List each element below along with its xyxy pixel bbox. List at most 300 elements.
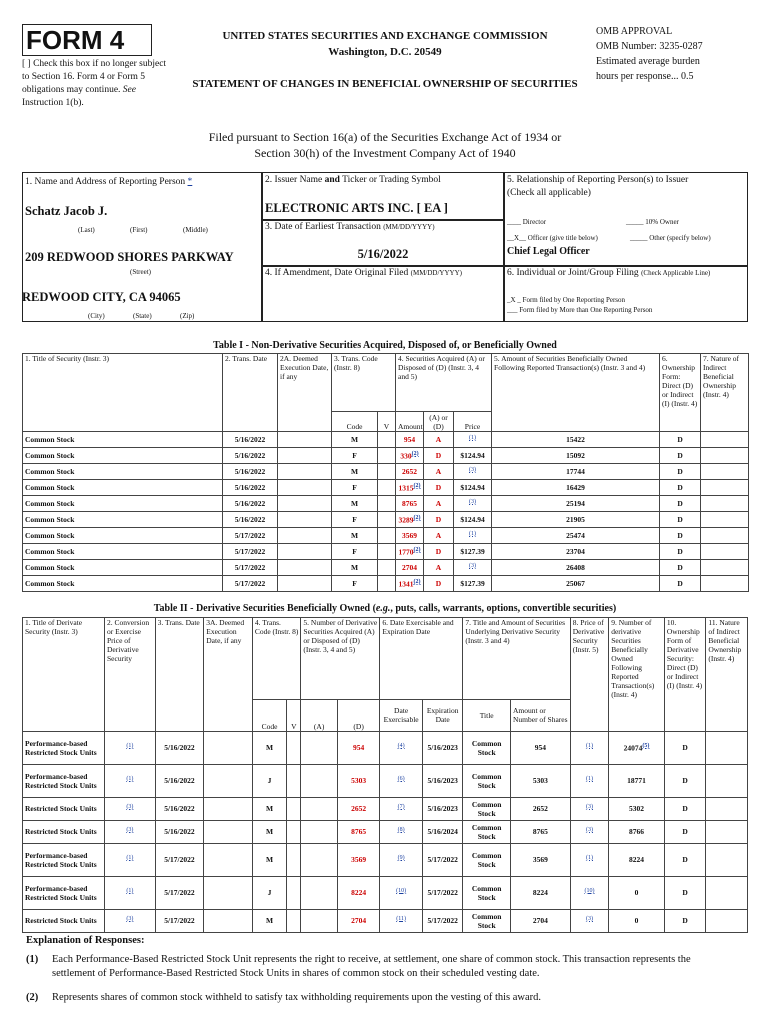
t2-sub-empty-6	[609, 699, 665, 731]
amount-cell	[396, 544, 424, 560]
transaction-code: J	[252, 876, 286, 909]
acquired-disposed: A	[424, 432, 454, 448]
number-owned	[609, 909, 665, 932]
transaction-code: M	[252, 797, 286, 820]
acquired-a	[301, 797, 337, 820]
amount-owned: 25474	[492, 528, 660, 544]
footnote-link[interactable]: (1)	[585, 742, 593, 749]
derivative-price	[570, 876, 608, 909]
price-cell: $124.94	[454, 512, 492, 528]
footnote-link[interactable]: (10)	[396, 887, 407, 894]
t1-header-deemed-date: 2A. Deemed Execution Date, if any	[278, 354, 332, 412]
transaction-code: F	[332, 544, 378, 560]
ownership-form: D	[664, 797, 706, 820]
omb-approval: OMB APPROVAL	[596, 26, 673, 37]
amount-cell	[396, 528, 424, 544]
amount-value: 1770	[398, 547, 414, 557]
underlying-title: Common Stock	[463, 876, 511, 909]
street-label: (Street)	[130, 268, 151, 276]
t1-sub-empty-5	[660, 412, 701, 432]
box-6-label: 6. Individual or Joint/Group Filing (Check Applicable Line)	[507, 268, 711, 278]
security-title: Common Stock	[23, 576, 223, 592]
table-2-title: Table II - Derivative Securities Beneficially Owned (e.g., puts, calls, warrants, options, convertible securities)	[153, 603, 617, 614]
price-cell: $124.94	[454, 480, 492, 496]
expiration-date: 5/16/2023	[422, 764, 463, 797]
date-exercisable	[380, 909, 423, 932]
t2-sub-empty-5	[570, 699, 608, 731]
footnote-link[interactable]: (6)	[397, 775, 405, 782]
table-row	[23, 820, 748, 843]
footnote-link[interactable]: (2)	[411, 450, 419, 457]
owned-value: 24074	[623, 743, 643, 753]
date-exercisable	[380, 764, 423, 797]
statement-title: STATEMENT OF CHANGES IN BENEFICIAL OWNERSHIP OF SECURITIES	[192, 78, 578, 90]
note-number: (2)	[26, 992, 39, 1003]
ownership-form: D	[660, 560, 701, 576]
t1-header-amount-owned: 5. Amount of Securities Beneficially Owned Following Reported Transaction(s) (Instr. 3 and 4)	[492, 354, 660, 412]
t1-sub-a-or-d: (A) or (D)	[424, 412, 454, 432]
deemed-date	[204, 843, 253, 876]
table-1-grid	[22, 353, 749, 592]
t1-sub-amount: Amount	[396, 412, 424, 432]
derivative-title: Performance-based Restricted Stock Units	[23, 764, 105, 797]
table-row	[23, 528, 749, 544]
deemed-date	[204, 820, 253, 843]
disposed-d: 2652	[337, 797, 380, 820]
table-row	[23, 797, 748, 820]
transaction-code: F	[332, 448, 378, 464]
conversion-price	[105, 797, 156, 820]
conversion-price	[105, 764, 156, 797]
t2-sub-code: Code	[252, 699, 286, 731]
acquired-a	[301, 820, 337, 843]
price-cell	[454, 464, 492, 480]
v-cell	[378, 432, 396, 448]
v-cell	[378, 560, 396, 576]
deemed-date	[204, 764, 253, 797]
street-address: 209 REDWOOD SHORES PARKWAY	[25, 250, 234, 264]
price-cell	[454, 528, 492, 544]
transaction-date: 5/16/2022	[223, 448, 278, 464]
transaction-date: 5/16/2022	[223, 432, 278, 448]
box-1-label: 1. Name and Address of Reporting Person *	[25, 177, 193, 187]
footnote-link[interactable]: (3)	[585, 803, 593, 810]
table-row	[23, 576, 749, 592]
transaction-date: 5/17/2022	[223, 544, 278, 560]
derivative-title: Performance-based Restricted Stock Units	[23, 843, 105, 876]
nature-indirect	[706, 876, 748, 909]
t1-sub-price: Price	[454, 412, 492, 432]
t2-sub-empty-3	[155, 699, 204, 731]
amount-owned: 25194	[492, 496, 660, 512]
nature-indirect	[701, 480, 749, 496]
amount-value: 1341	[398, 579, 414, 589]
date-exercisable	[380, 843, 423, 876]
transaction-code: F	[332, 576, 378, 592]
derivative-price	[570, 764, 608, 797]
table-row	[23, 496, 749, 512]
deemed-date	[278, 576, 332, 592]
security-title: Common Stock	[23, 464, 223, 480]
v-cell	[378, 544, 396, 560]
transaction-date: 5/16/2022	[155, 731, 204, 764]
derivative-title: Restricted Stock Units	[23, 797, 105, 820]
transaction-code: F	[332, 480, 378, 496]
deemed-date	[204, 909, 253, 932]
footnote-link[interactable]: (1)	[126, 854, 134, 861]
amount-cell	[396, 560, 424, 576]
footnote-link[interactable]: (3)	[126, 803, 134, 810]
transaction-code: M	[332, 496, 378, 512]
acquired-a	[301, 909, 337, 932]
table-row	[23, 512, 749, 528]
t1-sub-empty-4	[492, 412, 660, 432]
acquired-a	[301, 876, 337, 909]
amount-value: 2652	[402, 467, 417, 476]
transaction-date: 5/16/2022	[155, 797, 204, 820]
footnote-link[interactable]: (4)	[397, 742, 405, 749]
security-title: Common Stock	[23, 448, 223, 464]
owned-value: 0	[634, 916, 639, 925]
underlying-shares: 2652	[510, 797, 570, 820]
disposed-d: 3569	[337, 843, 380, 876]
form-title: FORM 4	[26, 25, 125, 55]
footnote-link[interactable]: (1)	[585, 854, 593, 861]
t1-sub-code: Code	[332, 412, 378, 432]
price-cell: $127.39	[454, 544, 492, 560]
t2-sub-expiration: Expiration Date	[422, 699, 463, 731]
ownership-form: D	[660, 464, 701, 480]
deemed-date	[204, 731, 253, 764]
footnote-link[interactable]: (3)	[585, 915, 593, 922]
ownership-form: D	[664, 764, 706, 797]
t2-header-date-exercisable: 6. Date Exercisable and Expiration Date	[380, 618, 463, 700]
city-state-zip: REDWOOD CITY, CA 94065	[22, 290, 181, 304]
filed-pursuant-2: Section 30(h) of the Investment Company Act of 1940	[254, 146, 516, 160]
footnote-link[interactable]: (3)	[585, 826, 593, 833]
amount-cell	[396, 448, 424, 464]
underlying-shares: 8765	[510, 820, 570, 843]
expiration-date: 5/16/2023	[422, 797, 463, 820]
table-row	[23, 480, 749, 496]
amount-cell	[396, 480, 424, 496]
conversion-price	[105, 909, 156, 932]
ownership-form: D	[660, 448, 701, 464]
amount-value: 2704	[402, 563, 417, 572]
t1-sub-empty-1	[23, 412, 223, 432]
t1-sub-empty-6	[701, 412, 749, 432]
footnote-link[interactable]: (3)	[469, 498, 477, 505]
t1-sub-v: V	[378, 412, 396, 432]
amount-cell	[396, 432, 424, 448]
nature-indirect	[701, 560, 749, 576]
security-title: Common Stock	[23, 544, 223, 560]
amount-value: 954	[403, 435, 416, 444]
amount-owned: 23704	[492, 544, 660, 560]
underlying-shares: 5303	[510, 764, 570, 797]
date-exercisable	[380, 797, 423, 820]
footnote-link[interactable]: (2)	[413, 514, 421, 521]
footnote-link[interactable]: (11)	[396, 915, 407, 922]
amount-value: 8765	[402, 499, 417, 508]
nature-indirect	[706, 731, 748, 764]
amount-owned: 25067	[492, 576, 660, 592]
t2-sub-title: Title	[463, 699, 511, 731]
v-cell	[378, 480, 396, 496]
v-cell	[378, 496, 396, 512]
burden-line-2: hours per response... 0.5	[596, 71, 694, 82]
underlying-shares: 8224	[510, 876, 570, 909]
transaction-code: M	[332, 528, 378, 544]
note-number: (1)	[26, 954, 39, 965]
amount-value: 1315	[398, 483, 414, 493]
amount-cell	[396, 496, 424, 512]
table-2	[22, 617, 748, 933]
price-cell: $127.39	[454, 576, 492, 592]
underlying-title: Common Stock	[463, 909, 511, 932]
t1-sub-empty-2	[223, 412, 278, 432]
underlying-title: Common Stock	[463, 731, 511, 764]
expiration-date: 5/17/2022	[422, 876, 463, 909]
price-cell	[454, 496, 492, 512]
agency-name: UNITED STATES SECURITIES AND EXCHANGE COMMISSION	[222, 30, 548, 42]
table-row	[23, 876, 748, 909]
v-cell	[378, 576, 396, 592]
footnote-link[interactable]: (3)	[469, 562, 477, 569]
owned-value: 5302	[629, 804, 645, 813]
other-checkbox: _____ Other (specify below)	[630, 234, 711, 242]
deemed-date	[278, 464, 332, 480]
disposed-d: 954	[337, 731, 380, 764]
underlying-title: Common Stock	[463, 843, 511, 876]
transaction-date: 5/17/2022	[223, 560, 278, 576]
box-2-label: 2. Issuer Name and Ticker or Trading Symbol	[265, 175, 441, 185]
acquired-disposed: A	[424, 528, 454, 544]
underlying-shares: 2704	[510, 909, 570, 932]
footnote-link[interactable]: (1)	[469, 530, 477, 537]
derivative-title: Restricted Stock Units	[23, 820, 105, 843]
amount-owned: 16429	[492, 480, 660, 496]
footnote-link[interactable]: (1)	[126, 775, 134, 782]
transaction-code: M	[252, 731, 286, 764]
t2-sub-exercisable: Date Exercisable	[380, 699, 423, 731]
derivative-price	[570, 731, 608, 764]
explanation-note	[26, 991, 726, 1005]
price-cell: $124.94	[454, 448, 492, 464]
footnote-link[interactable]: (2)	[413, 578, 421, 585]
table-row	[23, 560, 749, 576]
first-label: (First)	[130, 226, 148, 234]
t2-sub-empty-1	[23, 699, 105, 731]
nature-indirect	[706, 843, 748, 876]
conversion-price	[105, 876, 156, 909]
acquired-disposed: D	[424, 448, 454, 464]
date-exercisable	[380, 820, 423, 843]
amount-owned: 26408	[492, 560, 660, 576]
derivative-price	[570, 797, 608, 820]
deemed-date	[278, 544, 332, 560]
transaction-code: M	[252, 843, 286, 876]
expiration-date: 5/16/2024	[422, 820, 463, 843]
footnote-link[interactable]: (1)	[126, 887, 134, 894]
t1-header-title: 1. Title of Security (Instr. 3)	[23, 354, 223, 412]
expiration-date: 5/17/2022	[422, 843, 463, 876]
v-cell	[287, 731, 301, 764]
table-row	[23, 843, 748, 876]
note-text: Represents shares of common stock withheld to satisfy tax withholding requirements upon the vesting of this award.	[52, 992, 542, 1003]
number-owned	[609, 820, 665, 843]
nature-indirect	[701, 432, 749, 448]
footnote-link[interactable]: (2)	[413, 482, 421, 489]
last-label: (Last)	[78, 226, 95, 234]
t2-header-nature: 11. Nature of Indirect Beneficial Ownership (Instr. 4)	[706, 618, 748, 700]
underlying-title: Common Stock	[463, 764, 511, 797]
nature-indirect	[701, 544, 749, 560]
transaction-code: M	[332, 432, 378, 448]
check-box-text: [ ] Check this box if no longer subject to Section 16. Form 4 or Form 5 obligations may continue. See Instruction 1(b).	[22, 59, 167, 108]
transaction-date: 5/16/2022	[223, 512, 278, 528]
v-cell	[287, 843, 301, 876]
amount-value: 330	[400, 451, 412, 461]
transaction-date: 5/17/2022	[223, 528, 278, 544]
t2-header-price: 8. Price of Derivative Security (Instr. 5)	[570, 618, 608, 700]
conversion-price	[105, 843, 156, 876]
v-cell	[287, 909, 301, 932]
omb-number: OMB Number: 3235-0287	[596, 41, 703, 52]
box-3-label: 3. Date of Earliest Transaction (MM/DD/YYYY)	[265, 222, 435, 232]
amount-cell	[396, 464, 424, 480]
transaction-code: M	[252, 909, 286, 932]
t2-sub-d: (D)	[337, 699, 380, 731]
one-reporting-person: _X _ Form filed by One Reporting Person	[507, 296, 626, 304]
amount-owned: 15422	[492, 432, 660, 448]
deemed-date	[278, 448, 332, 464]
footnote-link[interactable]: (1)	[469, 434, 477, 441]
t2-sub-empty-8	[706, 699, 748, 731]
deemed-date	[204, 876, 253, 909]
t2-header-trans-date: 3. Trans. Date	[155, 618, 204, 700]
acquired-disposed: D	[424, 544, 454, 560]
ownership-form: D	[664, 731, 706, 764]
nature-indirect	[701, 464, 749, 480]
table-1-body	[23, 432, 749, 592]
derivative-title: Performance-based Restricted Stock Units	[23, 876, 105, 909]
date-exercisable	[380, 731, 423, 764]
footnote-link[interactable]: (7)	[397, 803, 405, 810]
t2-header-title: 1. Title of Derivate Security (Instr. 3)	[23, 618, 105, 700]
officer-checkbox: __X__ Officer (give title below)	[507, 234, 598, 242]
underlying-shares: 3569	[510, 843, 570, 876]
acquired-disposed: A	[424, 496, 454, 512]
acquired-disposed: D	[424, 480, 454, 496]
derivative-title: Performance-based Restricted Stock Units	[23, 731, 105, 764]
derivative-price	[570, 843, 608, 876]
expiration-date: 5/17/2022	[422, 909, 463, 932]
owned-value: 8766	[629, 827, 645, 836]
ownership-form: D	[660, 496, 701, 512]
disposed-d: 8765	[337, 820, 380, 843]
acquired-a	[301, 764, 337, 797]
v-cell	[287, 764, 301, 797]
agency-location: Washington, D.C. 20549	[328, 46, 442, 58]
footnote-link[interactable]: (1)	[126, 742, 134, 749]
t1-header-securities: 4. Securities Acquired (A) or Disposed of (D) (Instr. 3, 4 and 5)	[396, 354, 492, 412]
transaction-date: 5/16/2022	[223, 480, 278, 496]
number-owned	[609, 797, 665, 820]
nature-indirect	[701, 528, 749, 544]
derivative-price	[570, 820, 608, 843]
t2-header-ownership-form: 10. Ownership Form of Derivative Security: Direct (D) or Indirect (I) (Instr. 4)	[664, 618, 706, 700]
t2-header-underlying: 7. Title and Amount of Securities Underlying Derivative Security (Instr. 3 and 4)	[463, 618, 570, 700]
transaction-code: M	[332, 560, 378, 576]
table-row	[23, 448, 749, 464]
derivative-title: Restricted Stock Units	[23, 909, 105, 932]
ownership-form: D	[664, 843, 706, 876]
footnote-link[interactable]: (9)	[397, 854, 405, 861]
acquired-disposed: D	[424, 576, 454, 592]
footnote-link[interactable]: (1)	[585, 775, 593, 782]
transaction-code: J	[252, 764, 286, 797]
disposed-d: 5303	[337, 764, 380, 797]
amount-cell	[396, 576, 424, 592]
table-row	[23, 432, 749, 448]
footnote-link[interactable]: (10)	[584, 887, 595, 894]
footnote-link[interactable]: (2)	[413, 546, 421, 553]
omb-box	[596, 24, 756, 84]
ownership-form: D	[660, 528, 701, 544]
acquired-disposed: A	[424, 560, 454, 576]
t2-header-number-owned: 9. Number of derivative Securities Beneficially Owned Following Reported Transaction(s) (Instr. 4)	[609, 618, 665, 700]
ownership-form: D	[660, 576, 701, 592]
amount-value: 3289	[398, 515, 414, 525]
footnote-link[interactable]: (5)	[642, 742, 650, 749]
earliest-transaction-date: 5/16/2022	[357, 247, 409, 261]
security-title: Common Stock	[23, 480, 223, 496]
amount-owned: 17744	[492, 464, 660, 480]
price-cell	[454, 432, 492, 448]
nature-indirect	[701, 448, 749, 464]
underlying-title: Common Stock	[463, 797, 511, 820]
transaction-date: 5/17/2022	[155, 843, 204, 876]
t2-header-number-derivative: 5. Number of Derivative Securities Acquired (A) or Disposed of (D) (Instr. 3, 4 and 5)	[301, 618, 380, 700]
transaction-code: M	[252, 820, 286, 843]
nature-indirect	[701, 496, 749, 512]
footnote-link[interactable]: (8)	[397, 826, 405, 833]
deemed-date	[278, 560, 332, 576]
ownership-form: D	[660, 512, 701, 528]
director-checkbox: ____ Director	[507, 218, 547, 226]
city-label: (City)	[88, 312, 105, 320]
deemed-date	[278, 432, 332, 448]
t2-header-conversion: 2. Conversion or Exercise Price of Derivative Security	[105, 618, 156, 700]
table-1	[22, 353, 748, 592]
footnote-star-link[interactable]: *	[187, 177, 193, 187]
footnote-link[interactable]: (3)	[469, 466, 477, 473]
t2-sub-empty-4	[204, 699, 253, 731]
footnote-link[interactable]: (3)	[126, 826, 134, 833]
disposed-d: 8224	[337, 876, 380, 909]
table-row	[23, 464, 749, 480]
conversion-price	[105, 820, 156, 843]
footnote-link[interactable]: (3)	[126, 915, 134, 922]
disposed-d: 2704	[337, 909, 380, 932]
transaction-date: 5/16/2022	[155, 820, 204, 843]
t2-header-trans-code: 4. Trans. Code (Instr. 8)	[252, 618, 301, 700]
amount-cell	[396, 512, 424, 528]
issuer-name: ELECTRONIC ARTS INC. [ EA ]	[265, 201, 448, 215]
number-owned	[609, 764, 665, 797]
table-row	[23, 731, 748, 764]
